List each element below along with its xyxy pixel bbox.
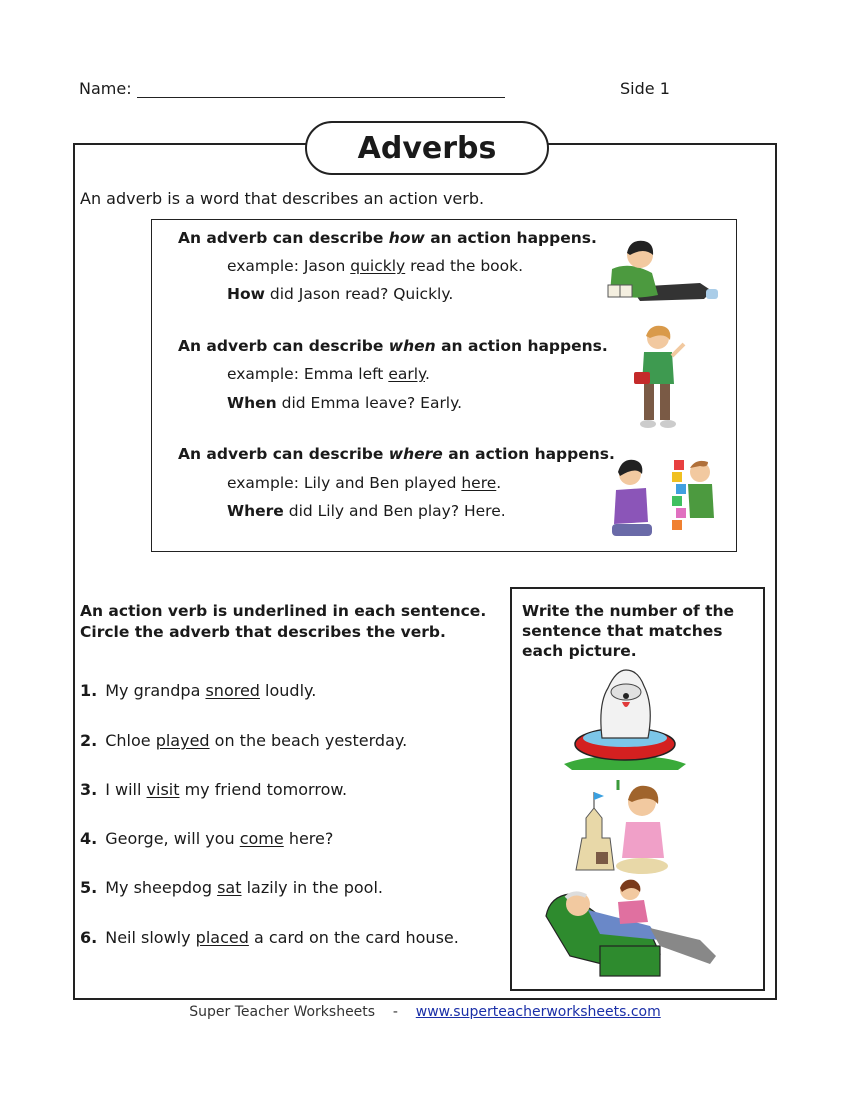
sentence-number: 6. [80, 928, 98, 947]
rule-how-heading [178, 229, 597, 247]
question-text: did Lily and Ben play? Here. [283, 502, 506, 520]
kids-blocks-illustration [608, 452, 718, 544]
rule-heading-text: An adverb can describe [178, 337, 389, 355]
instruction-line: Circle the adverb that describes the verb. [80, 623, 446, 641]
name-label: Name: [79, 79, 132, 98]
action-verb: sat [217, 878, 242, 897]
footer-separator: - [392, 1004, 398, 1020]
instruction-line: each picture. [522, 642, 637, 660]
question-word: Where [227, 502, 284, 520]
rule-heading-text: an action happens. [435, 337, 608, 355]
sentence-4 [80, 829, 333, 848]
example-text: example: Emma left [227, 365, 389, 383]
rule-heading-text: an action happens. [442, 445, 615, 463]
action-verb: placed [195, 928, 249, 947]
question-word: How [227, 285, 265, 303]
rule-where-heading [178, 445, 615, 463]
grandpa-recliner-picture[interactable] [540, 876, 725, 981]
sentence-number: 1. [80, 681, 98, 700]
example-text: example: Lily and Ben played [227, 474, 462, 492]
question-word: When [227, 394, 277, 412]
question-text: did Emma leave? Early. [276, 394, 463, 412]
exercise-instructions [80, 601, 500, 643]
sentence-text[interactable]: lazily in the pool. [241, 878, 383, 897]
sentence-text: My grandpa [105, 681, 206, 700]
sentence-3 [80, 780, 347, 799]
sentence-text[interactable]: Neil slowly [105, 928, 196, 947]
sentence-number: 2. [80, 731, 98, 750]
worksheet-header [79, 79, 679, 101]
picture-match-instructions [522, 601, 752, 661]
sentence-text: I will [105, 780, 147, 799]
footer-link[interactable]: www.superteacherworksheets.com [415, 1004, 661, 1020]
sentence-5 [80, 878, 383, 897]
instruction-line: Write the number of the [522, 602, 735, 620]
name-line[interactable] [137, 97, 505, 98]
example-text: example: Jason [227, 257, 351, 275]
sheepdog-pool-picture[interactable] [560, 664, 690, 774]
action-verb: snored [205, 681, 260, 700]
rule-where-example [227, 474, 501, 492]
rule-heading-text: An adverb can describe [178, 445, 389, 463]
rule-when-example [227, 365, 430, 383]
footer [0, 1004, 850, 1020]
example-adverb: here [461, 474, 497, 492]
rule-heading-text: An adverb can describe [178, 229, 389, 247]
rule-keyword: where [388, 445, 443, 463]
sentence-text: My sheepdog [105, 878, 218, 897]
side-label: Side 1 [620, 79, 670, 98]
sentence-text[interactable]: loudly. [259, 681, 317, 700]
sentence-text[interactable]: on the beach yesterday. [209, 731, 408, 750]
sentence-number: 5. [80, 878, 98, 897]
sentence-2 [80, 731, 407, 750]
example-adverb: early [388, 365, 425, 383]
example-text: read the book. [405, 257, 524, 275]
rule-keyword: how [388, 229, 425, 247]
example-text: . [425, 365, 430, 383]
instruction-line: An action verb is underlined in each sentence. [80, 602, 487, 620]
example-adverb: quickly [350, 257, 406, 275]
sentence-text[interactable]: a card on the card house. [248, 928, 459, 947]
sentence-text[interactable]: here? [283, 829, 334, 848]
example-text: . [496, 474, 502, 492]
sentence-6 [80, 928, 459, 947]
sentence-number: 3. [80, 780, 98, 799]
action-verb: played [155, 731, 210, 750]
sentence-1 [80, 681, 316, 700]
footer-brand: Super Teacher Worksheets [189, 1004, 376, 1020]
page-title: Adverbs [305, 121, 549, 175]
girl-sandcastle-picture[interactable] [570, 778, 680, 878]
rule-how-question [227, 285, 453, 303]
sentence-text: Chloe [105, 731, 156, 750]
rule-how-example [227, 257, 523, 275]
action-verb: come [239, 829, 284, 848]
rule-keyword: when [388, 337, 436, 355]
sentence-number: 4. [80, 829, 98, 848]
sentence-text: George, will you [105, 829, 240, 848]
girl-walking-illustration [630, 322, 690, 432]
action-verb: visit [146, 780, 180, 799]
rule-when-heading [178, 337, 608, 355]
instruction-line: sentence that matches [522, 622, 723, 640]
rule-where-question [227, 502, 506, 520]
boy-reading-illustration [600, 235, 720, 307]
question-text: did Jason read? Quickly. [264, 285, 454, 303]
rule-when-question [227, 394, 462, 412]
sentence-text[interactable]: my friend tomorrow. [179, 780, 348, 799]
rule-heading-text: an action happens. [424, 229, 597, 247]
intro-text: An adverb is a word that describes an action verb. [80, 189, 485, 208]
